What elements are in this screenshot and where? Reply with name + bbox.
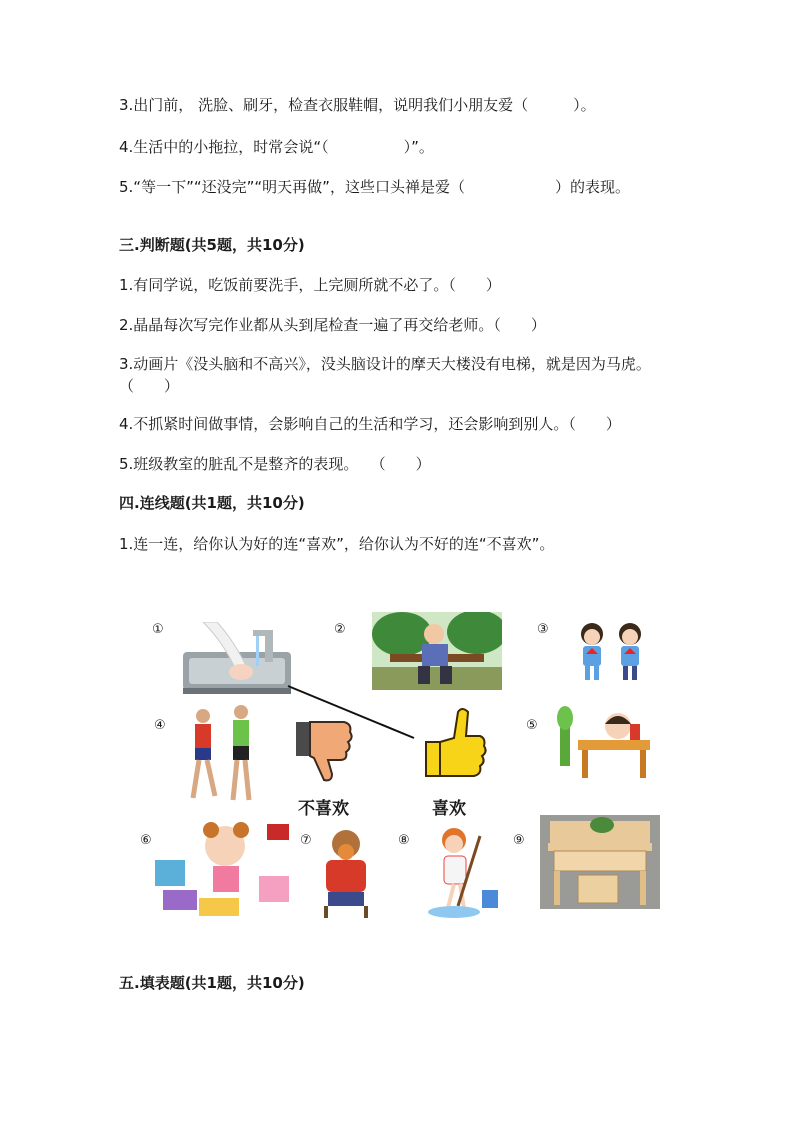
fill-blank-4: 4.生活中的小拖拉，时常会说“（ ）”。 xyxy=(119,138,434,156)
label-dislike: 不喜欢 xyxy=(298,799,349,819)
section-title-matching: 四.连线题(共1题，共10分) xyxy=(119,494,305,512)
matching-question: 1.连一连，给你认为好的连“喜欢”，给你认为不好的连“不喜欢”。 xyxy=(119,535,555,553)
girl-mopping-picture xyxy=(424,826,504,920)
fill-blank-5: 5.“等一下”“还没完”“明天再做”，这些口头禅是爱（ ）的表现。 xyxy=(119,178,630,196)
label-like: 喜欢 xyxy=(432,799,466,819)
marker-2: ② xyxy=(334,622,346,637)
wooden-desk-picture xyxy=(540,815,660,909)
section-title-judgement: 三.判断题(共5题，共10分) xyxy=(119,236,305,254)
boy-eating-picture xyxy=(318,826,374,920)
judgement-item-1: 1.有同学说，吃饭前要洗手，上完厕所就不必了。（ ） xyxy=(119,276,501,294)
messy-child-picture xyxy=(155,820,295,920)
judgement-item-4: 4.不抓紧时间做事情，会影响自己的生活和学习，还会影响到别人。（ ） xyxy=(119,415,621,433)
marker-5: ⑤ xyxy=(526,718,538,733)
judgement-item-2: 2.晶晶每次写完作业都从头到尾检查一遍了再交给老师。（ ） xyxy=(119,316,546,334)
section-title-table: 五.填表题(共1题，共10分) xyxy=(119,974,305,992)
connect-line xyxy=(280,682,420,742)
thumbs-up-icon xyxy=(424,706,488,780)
judgement-item-5: 5.班级教室的脏乱不是整齐的表现。 （ ） xyxy=(119,455,431,473)
marker-1: ① xyxy=(152,622,164,637)
man-on-bench-picture xyxy=(372,612,502,690)
marker-3: ③ xyxy=(537,622,549,637)
marker-4: ④ xyxy=(154,718,166,733)
marker-6: ⑥ xyxy=(140,833,152,848)
fill-blank-3: 3.出门前， 洗脸、刷牙，检查衣服鞋帽，说明我们小朋友爱（ ）。 xyxy=(119,96,596,114)
child-at-desk-picture xyxy=(556,706,652,782)
marker-7: ⑦ xyxy=(300,833,312,848)
judgement-item-3: 3.动画片《没头脑和不高兴》，没头脑设计的摩天大楼没有电梯，就是因为马虎。（ ） xyxy=(119,355,651,395)
hand-washing-picture xyxy=(183,622,291,694)
runners-picture xyxy=(183,700,263,808)
marker-8: ⑧ xyxy=(398,833,410,848)
marker-9: ⑨ xyxy=(513,833,525,848)
children-greeting-picture xyxy=(570,620,654,684)
